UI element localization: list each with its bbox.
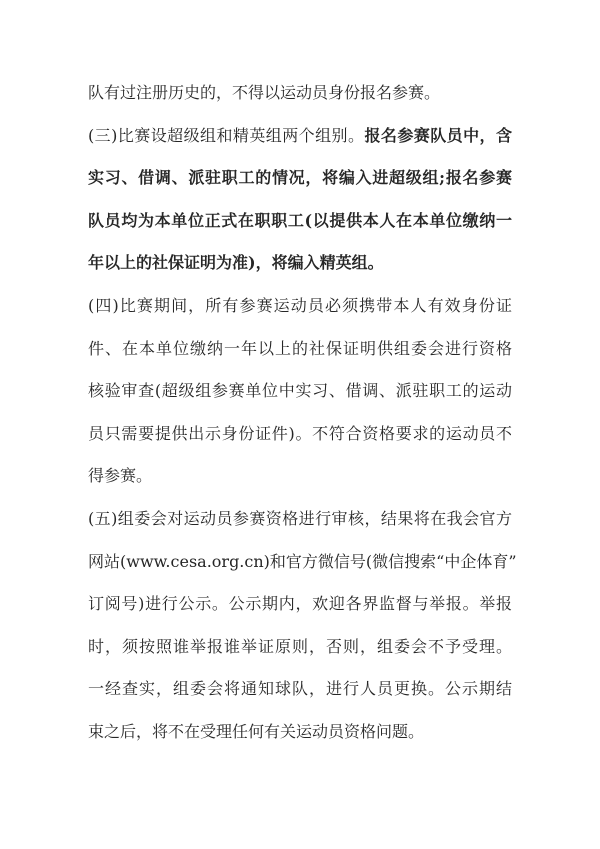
line-text-bold: 年以上的社保证明为准)，将编入精英组。 bbox=[88, 253, 384, 273]
line-text: 件、在本单位缴纳一年以上的社保证明供组委会进行资格 bbox=[88, 338, 512, 358]
text-line bbox=[88, 455, 512, 498]
line-text: 束之后，将不在受理任何有关运动员资格问题。 bbox=[88, 721, 425, 741]
text-line bbox=[88, 541, 517, 584]
line-text-bold: 实习、借调、派驻职工的情况，将编入进超级组;报名参赛 bbox=[88, 168, 512, 188]
text-line bbox=[88, 200, 512, 243]
text-line bbox=[88, 72, 512, 115]
text-line bbox=[88, 157, 512, 200]
text-line bbox=[88, 115, 512, 158]
text-line bbox=[88, 413, 512, 456]
text-line bbox=[88, 583, 512, 626]
line-text-bold: 队员均为本单位正式在职职工(以提供本人在本单位缴纳一 bbox=[88, 210, 512, 230]
document-page bbox=[88, 72, 517, 754]
text-line bbox=[88, 370, 512, 413]
text-line bbox=[88, 242, 512, 285]
line-text: (四)比赛期间，所有参赛运动员必须携带本人有效身份证 bbox=[88, 295, 512, 315]
text-line bbox=[88, 498, 512, 541]
line-text: 网站(www.cesa.org.cn)和官方微信号(微信搜索“中企体育” bbox=[88, 551, 517, 571]
line-text: (三)比赛设超级组和精英组两个组别。 bbox=[88, 125, 365, 145]
line-text: 队有过注册历史的，不得以运动员身份报名参赛。 bbox=[88, 83, 441, 102]
text-line bbox=[88, 668, 512, 711]
line-text-bold: 报名参赛队员中，含 bbox=[364, 125, 512, 145]
line-text: 员只需要提供出示身份证件)。不符合资格要求的运动员不 bbox=[88, 423, 512, 443]
line-text: 订阅号)进行公示。公示期内，欢迎各界监督与举报。举报 bbox=[88, 594, 512, 614]
line-text: 核验审查(超级组参赛单位中实习、借调、派驻职工的运动 bbox=[88, 381, 512, 401]
line-text: 得参赛。 bbox=[88, 466, 153, 486]
text-line bbox=[88, 328, 512, 371]
line-text: 时，须按照谁举报谁举证原则，否则，组委会不予受理。 bbox=[88, 636, 512, 656]
line-text: 一经查实，组委会将通知球队，进行人员更换。公示期结 bbox=[88, 679, 512, 699]
text-line bbox=[88, 285, 512, 328]
text-line bbox=[88, 711, 512, 754]
line-text: (五)组委会对运动员参赛资格进行审核，结果将在我会官方 bbox=[88, 508, 512, 528]
text-line bbox=[88, 626, 512, 669]
